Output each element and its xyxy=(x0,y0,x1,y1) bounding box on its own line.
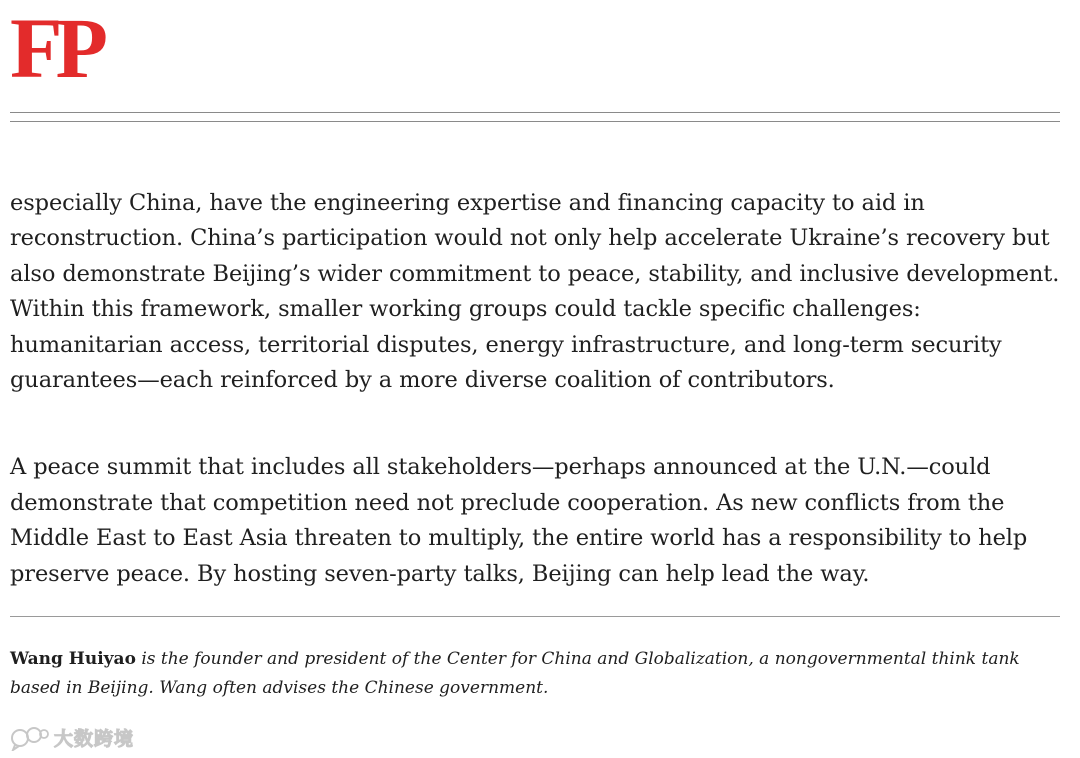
watermark-text: 大数跨境 xyxy=(54,728,135,750)
bio-divider xyxy=(10,616,1060,617)
author-bio xyxy=(10,645,1065,702)
header-divider-bottom xyxy=(10,121,1060,122)
article-paragraph: A peace summit that includes all stakeholders—perhaps announced at the U.N.—could demonstrate that competition need not preclude cooperation. As new conflicts from the Middle East to East Asia threaten to multiply, the entire world has a responsibility to help preserve peace. By hosting seven-party talks, Beijing can help lead the way. xyxy=(10,454,1028,587)
article-body xyxy=(10,186,1065,592)
header-divider-top xyxy=(10,112,1060,113)
author-bio-text: is the founder and president of the Center for China and Globalization, a nongovernmental think tank based in Beijing. Wang often advises the Chinese government. xyxy=(10,649,1020,698)
article-paragraph: especially China, have the engineering expertise and financing capacity to aid in reconstruction. China’s participation would not only help accelerate Ukraine’s recovery but also demonstrate Beijing’s wider commitment to peace, stability, and inclusive development. Within this framework, smaller working groups could tackle specific challenges: humanitarian access, territorial disputes, energy infrastructure, and long-term security guarantees—each reinforced by a more diverse coalition of contributors. xyxy=(10,190,1060,394)
author-name[interactable]: Wang Huiyao xyxy=(10,649,136,669)
chat-bubble-icon xyxy=(10,725,50,751)
publication-logo[interactable]: FP xyxy=(10,0,102,96)
watermark xyxy=(10,724,134,751)
